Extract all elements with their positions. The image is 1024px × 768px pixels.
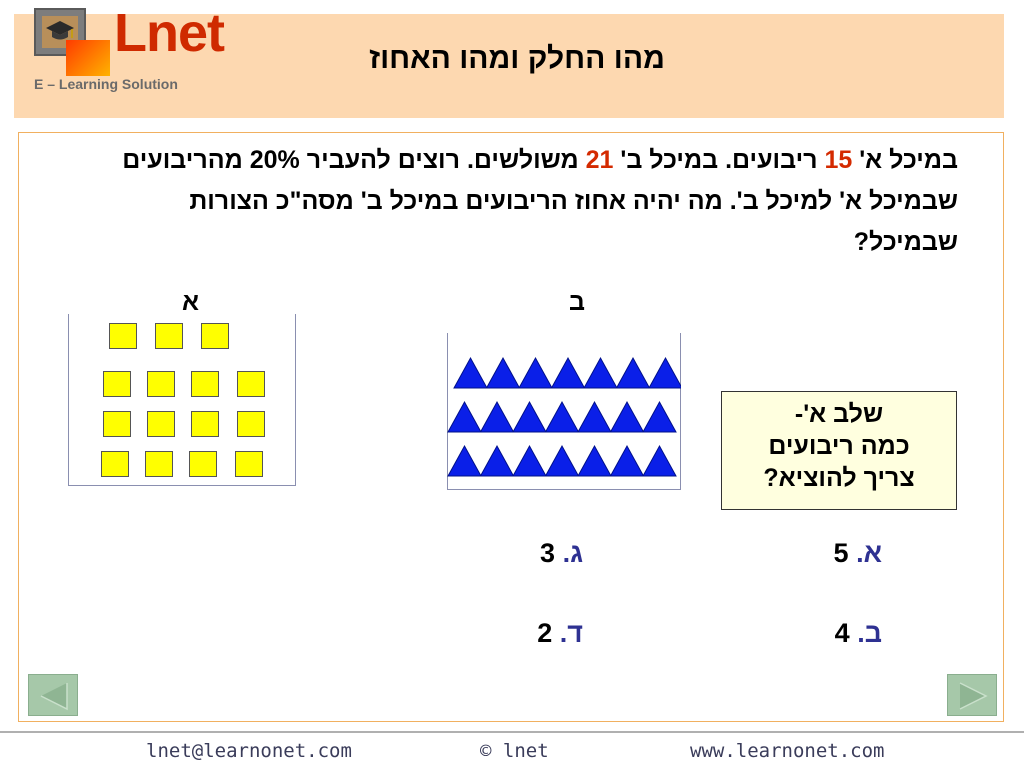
- container-a-label: א: [182, 288, 200, 316]
- triangles-group: [447, 333, 681, 490]
- answer-letter: ד.: [559, 618, 583, 648]
- square: [237, 371, 265, 397]
- triangle: [578, 402, 611, 432]
- triangle: [643, 402, 676, 432]
- triangle: [649, 358, 681, 388]
- triangle: [454, 358, 487, 388]
- triangle: [546, 446, 579, 476]
- footer-email[interactable]: lnet@learnonet.com: [146, 740, 352, 762]
- square: [147, 371, 175, 397]
- question-part-1: במיכל א': [852, 146, 958, 174]
- prev-button[interactable]: [28, 674, 78, 716]
- square: [235, 451, 263, 477]
- triangle: [519, 358, 552, 388]
- square: [147, 411, 175, 437]
- triangles-count: 21: [585, 146, 614, 174]
- squares-count: 15: [824, 146, 853, 174]
- next-button[interactable]: [947, 674, 997, 716]
- answer-option-b[interactable]: [835, 618, 882, 649]
- step-line-1: שלב א'-: [794, 400, 884, 428]
- square: [145, 451, 173, 477]
- answer-value: 3: [540, 538, 556, 568]
- question-part-3: משולשים. רוצים להעביר 20% מהריבועים שבמיכל א' למיכל ב'. מה יהיה אחוז הריבועים במיכל ב' מסה"כ הצורות שבמיכל?: [122, 146, 958, 256]
- logo-tagline: E – Learning Solution: [34, 76, 178, 92]
- triangle: [643, 446, 676, 476]
- footer-website[interactable]: www.learnonet.com: [690, 740, 885, 762]
- square: [101, 451, 129, 477]
- step-line-2: כמה ריבועים: [768, 432, 910, 460]
- triangle: [487, 358, 520, 388]
- square: [189, 451, 217, 477]
- triangle: [578, 446, 611, 476]
- container-a: [68, 314, 296, 486]
- answer-option-d[interactable]: [537, 618, 583, 649]
- answer-value: 2: [537, 618, 553, 648]
- answer-letter: ג.: [562, 538, 583, 568]
- triangle: [611, 446, 644, 476]
- triangle: [546, 402, 579, 432]
- square: [237, 411, 265, 437]
- arrow-right-icon: [948, 675, 998, 717]
- answer-value: 4: [834, 618, 850, 648]
- logo-text: Lnet: [114, 3, 224, 63]
- triangle: [481, 402, 514, 432]
- graduation-cap-icon: [44, 18, 76, 44]
- answer-option-c[interactable]: [540, 538, 583, 569]
- answer-letter: ב.: [857, 618, 882, 648]
- triangle: [584, 358, 617, 388]
- question-text: [88, 140, 958, 263]
- footer-copyright: © lnet: [480, 740, 549, 762]
- square: [191, 411, 219, 437]
- square: [109, 323, 137, 349]
- square: [103, 371, 131, 397]
- footer-divider: [0, 731, 1024, 733]
- answer-letter: א.: [856, 538, 882, 568]
- square: [155, 323, 183, 349]
- container-b-label: ב: [569, 288, 586, 316]
- step-box: [721, 391, 957, 510]
- square: [191, 371, 219, 397]
- triangle: [481, 446, 514, 476]
- triangle: [448, 402, 481, 432]
- triangle: [617, 358, 650, 388]
- arrow-left-icon: [29, 675, 79, 717]
- square: [201, 323, 229, 349]
- triangle: [552, 358, 585, 388]
- page-title: מהו החלק ומהו האחוז: [369, 42, 665, 75]
- triangle: [513, 402, 546, 432]
- triangle: [611, 402, 644, 432]
- triangle: [448, 446, 481, 476]
- square: [103, 411, 131, 437]
- container-b: [447, 333, 681, 490]
- question-part-2: ריבועים. במיכל ב': [613, 146, 825, 174]
- answer-option-a[interactable]: [834, 538, 882, 569]
- answer-value: 5: [833, 538, 849, 568]
- triangle: [513, 446, 546, 476]
- step-line-3: צריך להוציא?: [763, 464, 915, 492]
